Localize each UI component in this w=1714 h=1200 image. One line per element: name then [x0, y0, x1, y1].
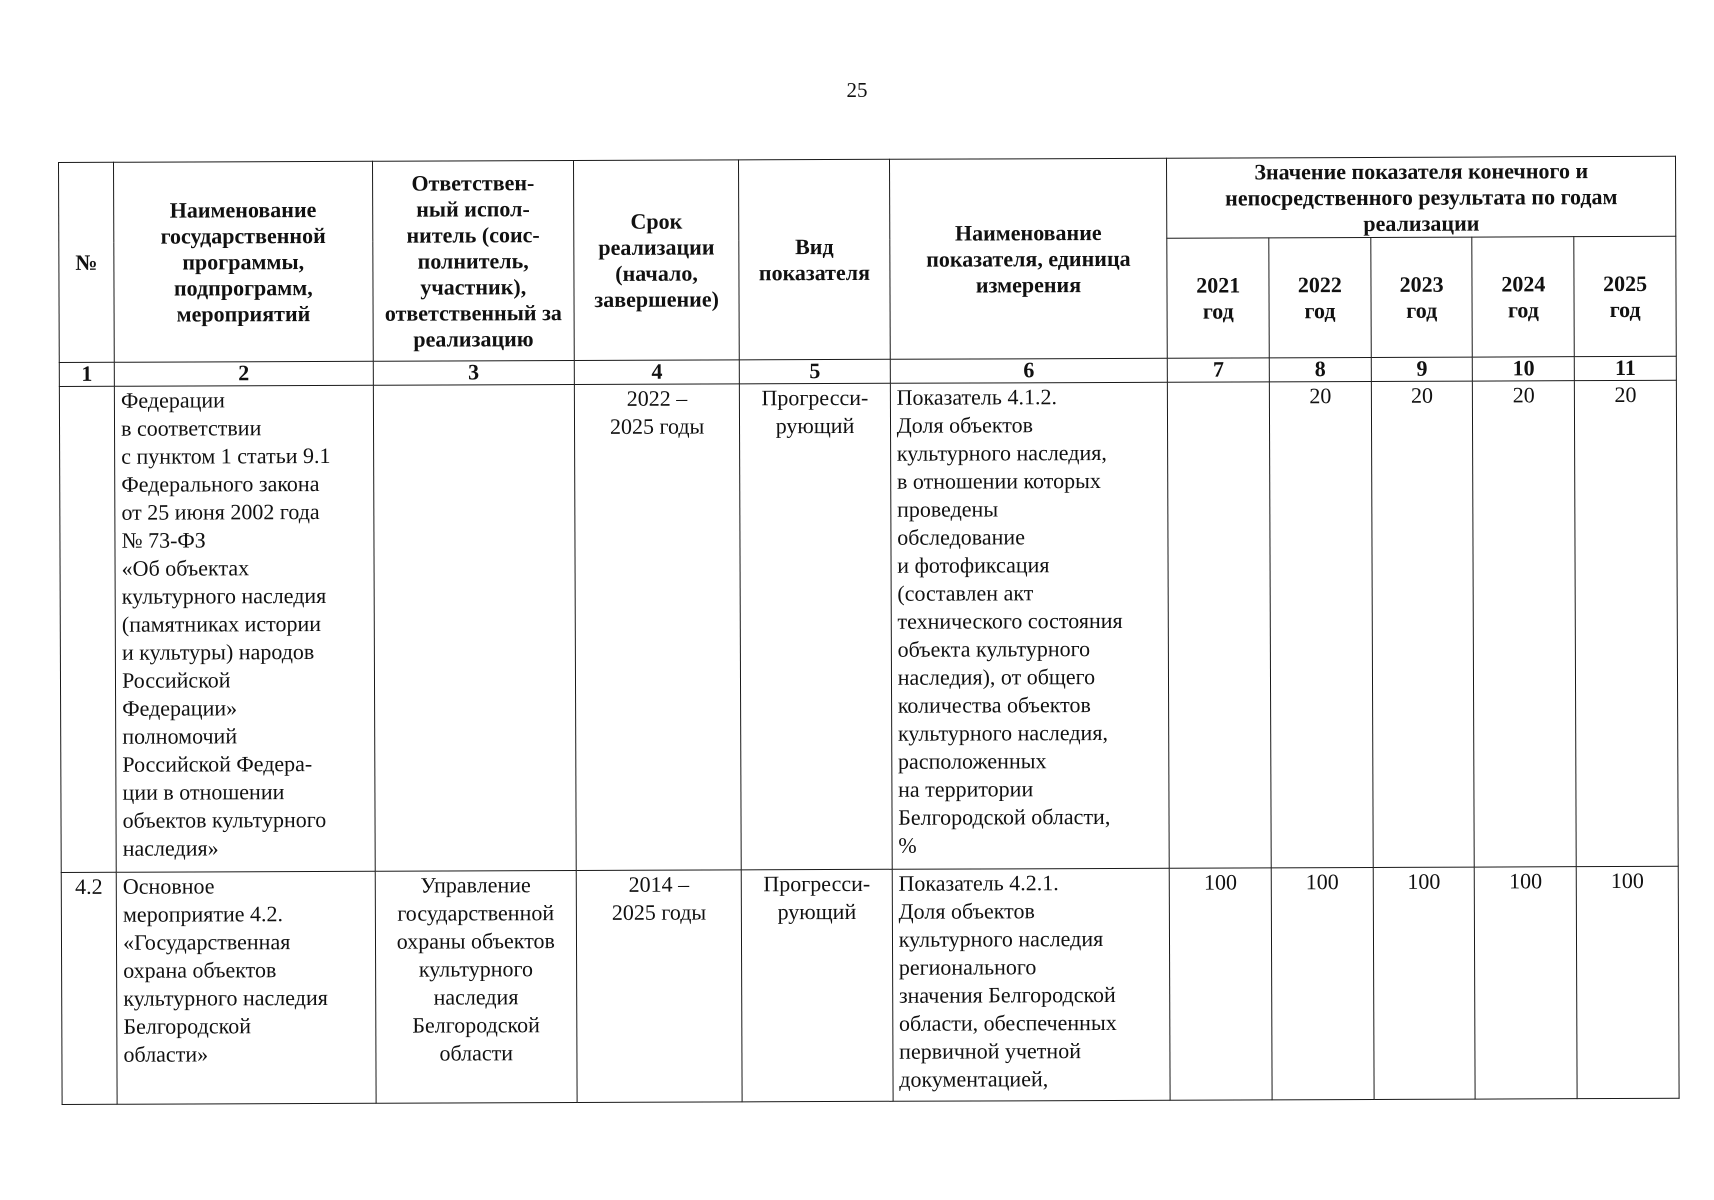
- header-period: Срок реализации (начало, завершение): [573, 160, 739, 361]
- header-indicator: Наименование показателя, единица измерения: [889, 158, 1167, 359]
- page-number: 25: [846, 78, 868, 102]
- table-row: [59, 380, 1678, 872]
- column-number: 10: [1473, 357, 1575, 381]
- column-number: 9: [1371, 357, 1473, 381]
- header-values-group: Значение показателя конечного и непосредственного результата по годам реализации: [1167, 156, 1676, 238]
- header-year-2025: 2025 год: [1574, 236, 1676, 356]
- column-number: 5: [740, 359, 891, 384]
- row-value-2023: 20: [1371, 381, 1475, 867]
- row-type: Прогресси- рующий: [740, 383, 892, 870]
- column-number: 6: [890, 358, 1168, 383]
- header-year-2021: 2021 год: [1167, 238, 1269, 358]
- header-type: Вид показателя: [739, 159, 890, 360]
- table-row: [61, 866, 1679, 1104]
- row-value-2024: 100: [1475, 867, 1578, 1099]
- column-number: 8: [1269, 357, 1371, 381]
- row-value-2025: 100: [1576, 866, 1679, 1098]
- column-number: 11: [1574, 356, 1676, 380]
- column-number: 7: [1168, 358, 1270, 382]
- header-year-2022: 2022 год: [1269, 237, 1371, 357]
- row-value-2021: [1168, 382, 1272, 868]
- column-number: 2: [114, 361, 373, 386]
- header-name: Наименование государственной программы, подпрограмм, мероприятий: [114, 161, 373, 362]
- row-value-2021: 100: [1170, 868, 1273, 1100]
- header-year-2024: 2024 год: [1472, 237, 1574, 357]
- row-number: 4.2: [61, 872, 117, 1104]
- row-indicator: Показатель 4.1.2. Доля объектов культурного наследия, в отношении которых проведены обследование и фотофиксация (составлен акт технического состояния объекта культурного наследия), от общего количества объектов культурного наследия, расположенных на территории Белгородской области, %: [890, 382, 1169, 869]
- column-number: 4: [574, 360, 739, 385]
- row-indicator: Показатель 4.2.1. Доля объектов культурного наследия регионального значения Белгородской области, обеспеченных первичной учетной документацией,: [892, 868, 1170, 1101]
- row-value-2023: 100: [1373, 867, 1476, 1099]
- indicators-table: [58, 156, 1680, 1105]
- row-period: 2022 – 2025 годы: [574, 384, 741, 871]
- header-responsible: Ответствен- ный испол- нитель (соис- полнитель, участник), ответственный за реализацию: [372, 161, 574, 362]
- header-no: №: [59, 162, 115, 362]
- row-value-2022: 100: [1271, 867, 1374, 1099]
- row-number: [59, 386, 116, 872]
- column-number: 1: [59, 362, 114, 386]
- row-value-2025: 20: [1575, 380, 1679, 866]
- row-value-2024: 20: [1473, 381, 1577, 867]
- row-name: Федерации в соответствии с пунктом 1 статьи 9.1 Федерального закона от 25 июня 2002 года № 73-ФЗ «Об объектах культурного наследия (памятниках истории и культуры) народов Российской Федерации» полномочий Российской Федера- ции в отношении объектов культурного наследия»: [114, 385, 374, 872]
- row-value-2022: 20: [1269, 381, 1373, 867]
- row-period: 2014 – 2025 годы: [576, 870, 742, 1103]
- row-type: Прогресси- рующий: [741, 869, 892, 1102]
- column-number: 3: [373, 361, 574, 386]
- row-name: Основное мероприятие 4.2. «Государственная охрана объектов культурного наследия Белгородской области»: [116, 871, 375, 1104]
- row-responsible: Управление государственной охраны объектов культурного наследия Белгородской области: [375, 871, 577, 1104]
- row-responsible: [373, 385, 576, 872]
- header-year-2023: 2023 год: [1371, 237, 1473, 357]
